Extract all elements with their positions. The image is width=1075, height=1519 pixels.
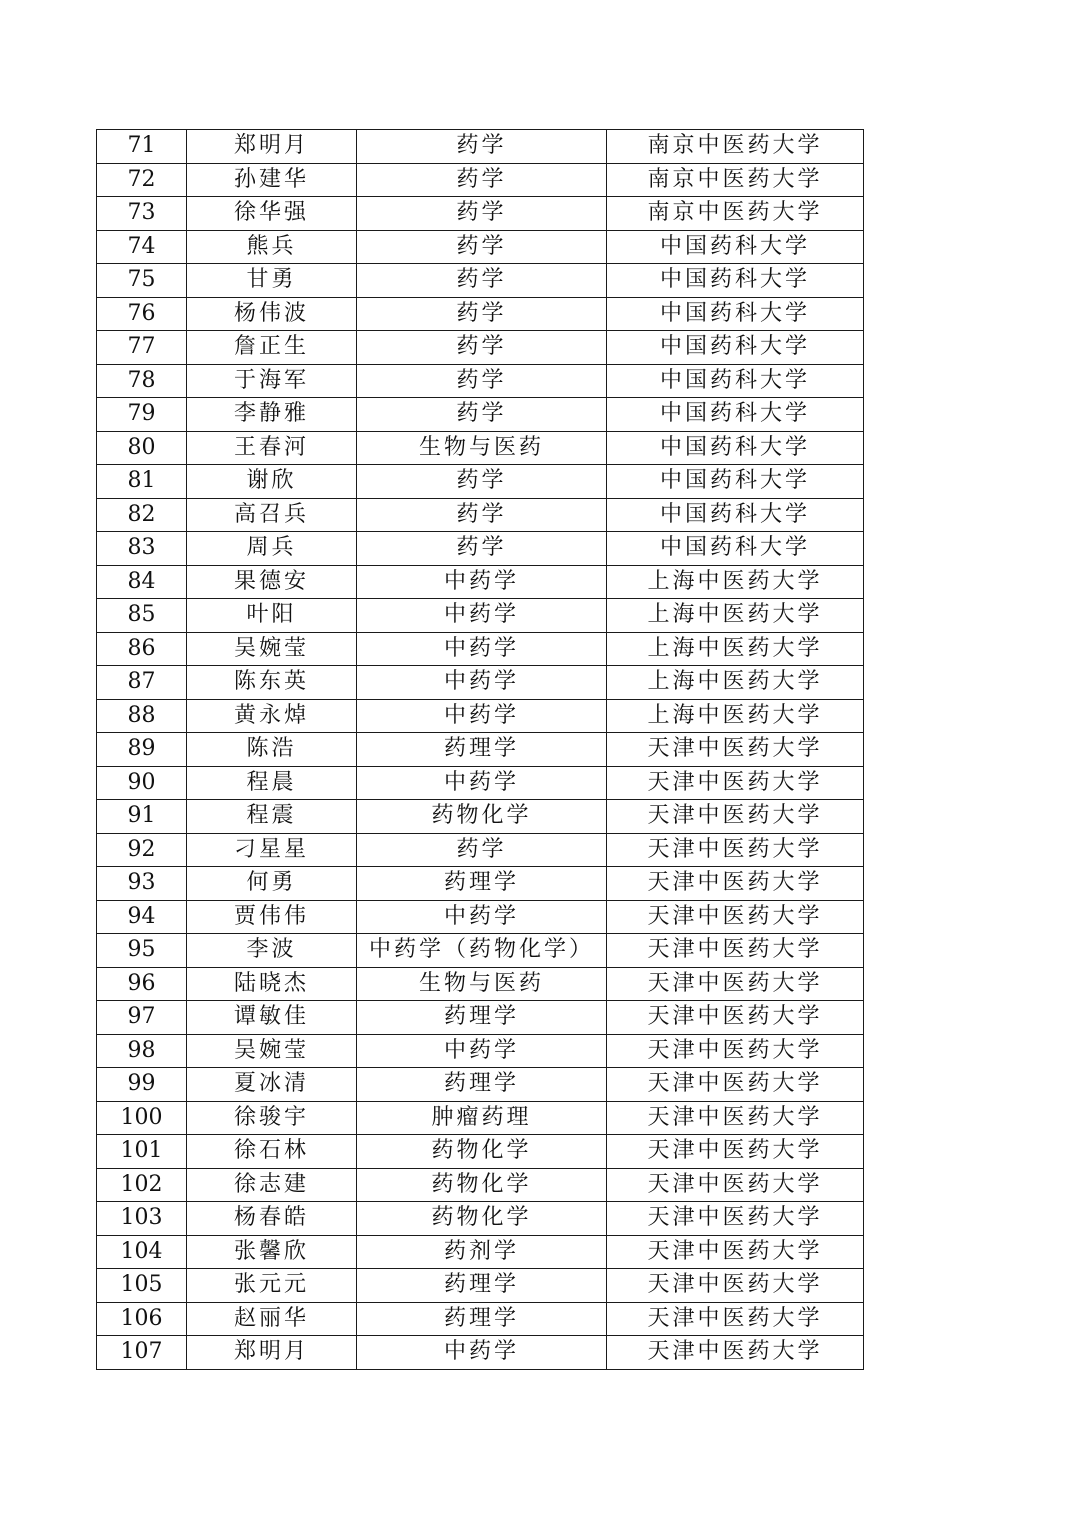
school-cell: 南京中医药大学 — [607, 197, 864, 231]
name-cell: 王春河 — [187, 431, 357, 465]
name-cell: 杨春皓 — [187, 1202, 357, 1236]
name-cell: 黄永焯 — [187, 699, 357, 733]
table-row — [97, 632, 864, 666]
table-row — [97, 733, 864, 767]
school-cell: 上海中医药大学 — [607, 565, 864, 599]
major-cell: 药学 — [357, 297, 607, 331]
table-row — [97, 1135, 864, 1169]
school-cell: 天津中医药大学 — [607, 1336, 864, 1370]
table-row — [97, 1336, 864, 1370]
table-row — [97, 1034, 864, 1068]
school-cell: 南京中医药大学 — [607, 130, 864, 164]
major-cell: 药学 — [357, 498, 607, 532]
major-cell: 药物化学 — [357, 1168, 607, 1202]
school-cell: 天津中医药大学 — [607, 1068, 864, 1102]
row-number-cell: 87 — [97, 666, 187, 700]
major-cell: 药理学 — [357, 1068, 607, 1102]
row-number-cell: 103 — [97, 1202, 187, 1236]
school-cell: 中国药科大学 — [607, 331, 864, 365]
table-row — [97, 465, 864, 499]
name-cell: 程震 — [187, 800, 357, 834]
school-cell: 南京中医药大学 — [607, 163, 864, 197]
major-cell: 药学 — [357, 833, 607, 867]
row-number-cell: 72 — [97, 163, 187, 197]
school-cell: 中国药科大学 — [607, 364, 864, 398]
major-cell: 药学 — [357, 364, 607, 398]
name-cell: 甘勇 — [187, 264, 357, 298]
row-number-cell: 82 — [97, 498, 187, 532]
table-row — [97, 130, 864, 164]
name-cell: 程晨 — [187, 766, 357, 800]
roster-body — [97, 130, 864, 1370]
major-cell: 药学 — [357, 230, 607, 264]
row-number-cell: 104 — [97, 1235, 187, 1269]
table-row — [97, 666, 864, 700]
school-cell: 天津中医药大学 — [607, 833, 864, 867]
table-row — [97, 431, 864, 465]
name-cell: 张馨欣 — [187, 1235, 357, 1269]
row-number-cell: 92 — [97, 833, 187, 867]
major-cell: 药理学 — [357, 733, 607, 767]
row-number-cell: 78 — [97, 364, 187, 398]
name-cell: 熊兵 — [187, 230, 357, 264]
row-number-cell: 85 — [97, 599, 187, 633]
major-cell: 药理学 — [357, 867, 607, 901]
row-number-cell: 86 — [97, 632, 187, 666]
table-row — [97, 967, 864, 1001]
school-cell: 天津中医药大学 — [607, 1101, 864, 1135]
table-row — [97, 532, 864, 566]
name-cell: 徐骏宇 — [187, 1101, 357, 1135]
row-number-cell: 71 — [97, 130, 187, 164]
table-row — [97, 197, 864, 231]
name-cell: 徐志建 — [187, 1168, 357, 1202]
table-row — [97, 599, 864, 633]
school-cell: 天津中医药大学 — [607, 1202, 864, 1236]
major-cell: 中药学 — [357, 599, 607, 633]
school-cell: 中国药科大学 — [607, 297, 864, 331]
row-number-cell: 93 — [97, 867, 187, 901]
major-cell: 药物化学 — [357, 800, 607, 834]
name-cell: 张元元 — [187, 1269, 357, 1303]
school-cell: 天津中医药大学 — [607, 1001, 864, 1035]
table-row — [97, 364, 864, 398]
row-number-cell: 84 — [97, 565, 187, 599]
school-cell: 中国药科大学 — [607, 264, 864, 298]
name-cell: 刁星星 — [187, 833, 357, 867]
major-cell: 药理学 — [357, 1001, 607, 1035]
table-row — [97, 766, 864, 800]
table-row — [97, 699, 864, 733]
school-cell: 中国药科大学 — [607, 431, 864, 465]
major-cell: 中药学 — [357, 766, 607, 800]
school-cell: 上海中医药大学 — [607, 666, 864, 700]
row-number-cell: 74 — [97, 230, 187, 264]
row-number-cell: 99 — [97, 1068, 187, 1102]
school-cell: 天津中医药大学 — [607, 800, 864, 834]
school-cell: 天津中医药大学 — [607, 867, 864, 901]
school-cell: 天津中医药大学 — [607, 1135, 864, 1169]
row-number-cell: 107 — [97, 1336, 187, 1370]
major-cell: 药学 — [357, 398, 607, 432]
table-row — [97, 264, 864, 298]
school-cell: 中国药科大学 — [607, 498, 864, 532]
school-cell: 上海中医药大学 — [607, 599, 864, 633]
school-cell: 天津中医药大学 — [607, 733, 864, 767]
major-cell: 药理学 — [357, 1302, 607, 1336]
name-cell: 果德安 — [187, 565, 357, 599]
table-row — [97, 565, 864, 599]
table-row — [97, 1168, 864, 1202]
row-number-cell: 97 — [97, 1001, 187, 1035]
table-row — [97, 398, 864, 432]
major-cell: 药学 — [357, 465, 607, 499]
table-row — [97, 163, 864, 197]
row-number-cell: 98 — [97, 1034, 187, 1068]
name-cell: 叶阳 — [187, 599, 357, 633]
name-cell: 吴婉莹 — [187, 1034, 357, 1068]
name-cell: 赵丽华 — [187, 1302, 357, 1336]
row-number-cell: 96 — [97, 967, 187, 1001]
name-cell: 周兵 — [187, 532, 357, 566]
table-row — [97, 1269, 864, 1303]
major-cell: 药学 — [357, 264, 607, 298]
name-cell: 陆晓杰 — [187, 967, 357, 1001]
major-cell: 中药学 — [357, 900, 607, 934]
table-row — [97, 1302, 864, 1336]
major-cell: 肿瘤药理 — [357, 1101, 607, 1135]
school-cell: 天津中医药大学 — [607, 934, 864, 968]
school-cell: 天津中医药大学 — [607, 1269, 864, 1303]
major-cell: 中药学 — [357, 1336, 607, 1370]
name-cell: 孙建华 — [187, 163, 357, 197]
major-cell: 药学 — [357, 163, 607, 197]
table-row — [97, 867, 864, 901]
major-cell: 药学 — [357, 130, 607, 164]
table-row — [97, 900, 864, 934]
major-cell: 药物化学 — [357, 1135, 607, 1169]
name-cell: 郑明月 — [187, 1336, 357, 1370]
school-cell: 中国药科大学 — [607, 465, 864, 499]
roster-table — [96, 129, 864, 1370]
major-cell: 药学 — [357, 331, 607, 365]
row-number-cell: 94 — [97, 900, 187, 934]
row-number-cell: 81 — [97, 465, 187, 499]
school-cell: 天津中医药大学 — [607, 1034, 864, 1068]
major-cell: 中药学 — [357, 666, 607, 700]
name-cell: 徐华强 — [187, 197, 357, 231]
row-number-cell: 77 — [97, 331, 187, 365]
table-row — [97, 331, 864, 365]
major-cell: 中药学 — [357, 565, 607, 599]
name-cell: 郑明月 — [187, 130, 357, 164]
row-number-cell: 101 — [97, 1135, 187, 1169]
name-cell: 夏冰清 — [187, 1068, 357, 1102]
name-cell: 吴婉莹 — [187, 632, 357, 666]
major-cell: 药学 — [357, 197, 607, 231]
row-number-cell: 105 — [97, 1269, 187, 1303]
name-cell: 谢欣 — [187, 465, 357, 499]
name-cell: 李静雅 — [187, 398, 357, 432]
major-cell: 生物与医药 — [357, 431, 607, 465]
table-row — [97, 498, 864, 532]
name-cell: 何勇 — [187, 867, 357, 901]
name-cell: 徐石林 — [187, 1135, 357, 1169]
table-row — [97, 230, 864, 264]
name-cell: 李波 — [187, 934, 357, 968]
table-row — [97, 800, 864, 834]
row-number-cell: 95 — [97, 934, 187, 968]
row-number-cell: 89 — [97, 733, 187, 767]
school-cell: 中国药科大学 — [607, 398, 864, 432]
school-cell: 天津中医药大学 — [607, 900, 864, 934]
school-cell: 上海中医药大学 — [607, 632, 864, 666]
row-number-cell: 100 — [97, 1101, 187, 1135]
major-cell: 药学 — [357, 532, 607, 566]
major-cell: 药物化学 — [357, 1202, 607, 1236]
table-row — [97, 1068, 864, 1102]
table-row — [97, 1202, 864, 1236]
table-row — [97, 1235, 864, 1269]
major-cell: 中药学 — [357, 1034, 607, 1068]
school-cell: 上海中医药大学 — [607, 699, 864, 733]
name-cell: 詹正生 — [187, 331, 357, 365]
name-cell: 陈浩 — [187, 733, 357, 767]
name-cell: 谭敏佳 — [187, 1001, 357, 1035]
name-cell: 陈东英 — [187, 666, 357, 700]
major-cell: 药理学 — [357, 1269, 607, 1303]
row-number-cell: 91 — [97, 800, 187, 834]
name-cell: 贾伟伟 — [187, 900, 357, 934]
school-cell: 中国药科大学 — [607, 532, 864, 566]
row-number-cell: 102 — [97, 1168, 187, 1202]
table-row — [97, 833, 864, 867]
major-cell: 药剂学 — [357, 1235, 607, 1269]
row-number-cell: 73 — [97, 197, 187, 231]
major-cell: 中药学（药物化学） — [357, 934, 607, 968]
major-cell: 中药学 — [357, 632, 607, 666]
table-row — [97, 1001, 864, 1035]
school-cell: 中国药科大学 — [607, 230, 864, 264]
row-number-cell: 79 — [97, 398, 187, 432]
school-cell: 天津中医药大学 — [607, 1168, 864, 1202]
major-cell: 生物与医药 — [357, 967, 607, 1001]
row-number-cell: 80 — [97, 431, 187, 465]
table-row — [97, 1101, 864, 1135]
table-row — [97, 934, 864, 968]
row-number-cell: 76 — [97, 297, 187, 331]
table-row — [97, 297, 864, 331]
school-cell: 天津中医药大学 — [607, 967, 864, 1001]
school-cell: 天津中医药大学 — [607, 766, 864, 800]
row-number-cell: 106 — [97, 1302, 187, 1336]
name-cell: 于海军 — [187, 364, 357, 398]
row-number-cell: 83 — [97, 532, 187, 566]
school-cell: 天津中医药大学 — [607, 1302, 864, 1336]
row-number-cell: 88 — [97, 699, 187, 733]
row-number-cell: 90 — [97, 766, 187, 800]
name-cell: 杨伟波 — [187, 297, 357, 331]
name-cell: 高召兵 — [187, 498, 357, 532]
school-cell: 天津中医药大学 — [607, 1235, 864, 1269]
major-cell: 中药学 — [357, 699, 607, 733]
row-number-cell: 75 — [97, 264, 187, 298]
